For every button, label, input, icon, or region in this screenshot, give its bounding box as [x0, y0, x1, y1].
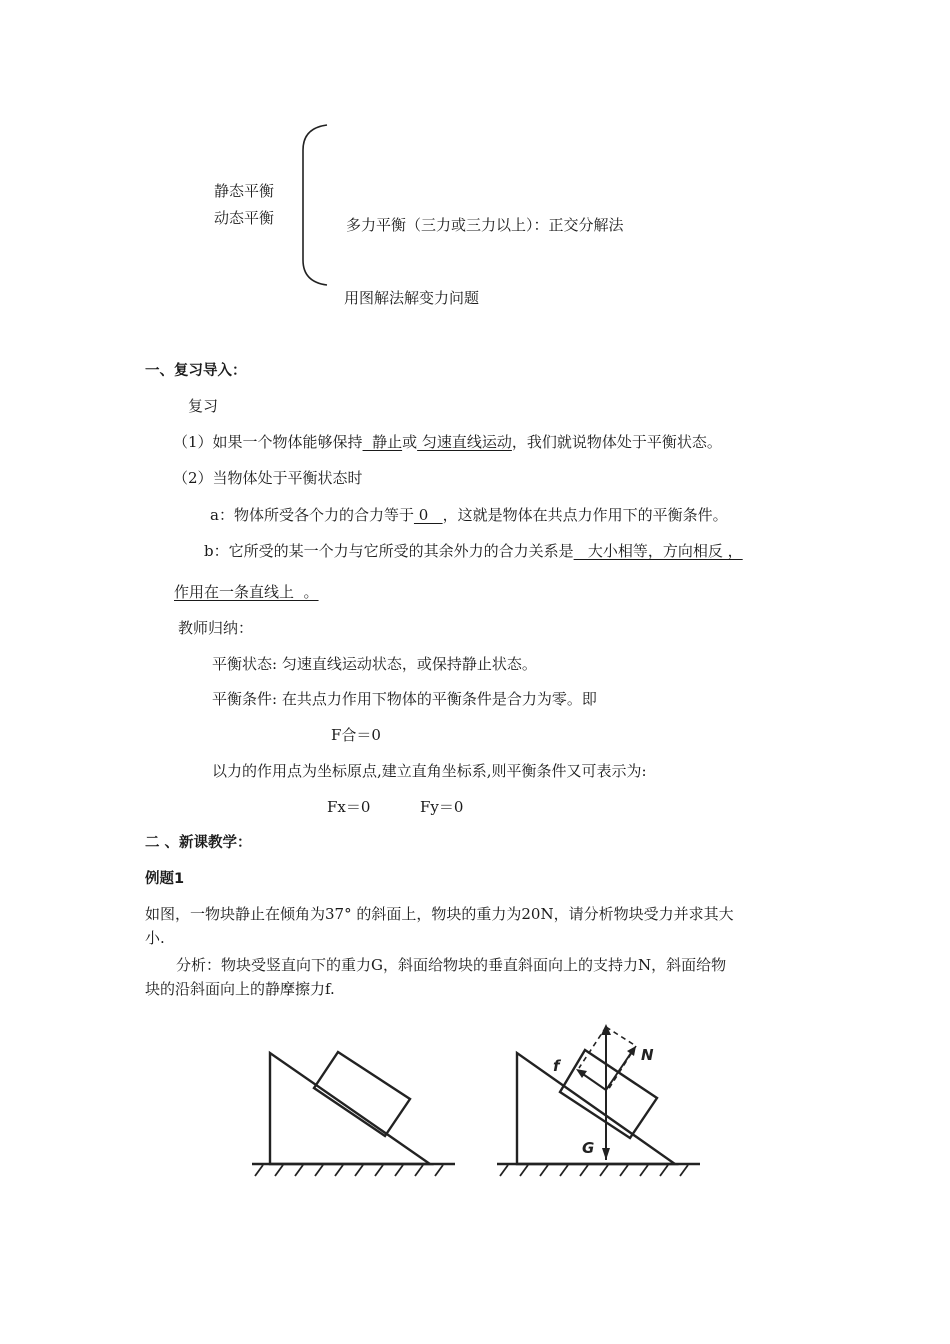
problem-line-1: 如图，一物块静止在倾角为37° 的斜面上，物块的重力为20N，请分析物块受力并求其大 — [145, 905, 734, 923]
q1-mid: 或 — [402, 433, 418, 451]
a-prefix: a：物体所受各个力的合力等于 — [210, 506, 414, 524]
a-blank: 0 — [413, 506, 443, 524]
incline-figure-plain — [245, 1035, 465, 1185]
analysis-line-2: 块的沿斜面向上的静摩擦力f. — [145, 980, 335, 998]
summary-left-static: 静态平衡 — [214, 182, 275, 200]
label-f: f — [553, 1057, 560, 1075]
q1-prefix: （1）如果一个物体能够保持 — [173, 433, 363, 451]
b-prefix: b：它所受的某一个力与它所受的其余外力的合力关系是 — [204, 542, 574, 560]
incline-figure-forces — [490, 1015, 720, 1185]
q1-blank-uniform: 匀速直线运动 — [417, 433, 512, 451]
teacher-summary-label: 教师归纳： — [178, 619, 254, 637]
question-2: （2）当物体处于平衡状态时 — [173, 469, 363, 487]
a-suffix: ，这就是物体在共点力作用下的平衡条件。 — [442, 506, 728, 524]
gravity-arrowhead — [602, 1148, 610, 1160]
summary-brace — [295, 120, 335, 290]
b-blank: 大小相等，方向相反 ， — [573, 542, 743, 560]
summary-right-multi-force: 多力平衡（三力或三力以上）：正交分解法 — [346, 216, 624, 234]
normal-arrow — [606, 1050, 633, 1090]
formula-fy: Fy＝0 — [420, 798, 464, 816]
summary-right-graph-method: 用图解法解变力问题 — [344, 289, 480, 307]
problem-line-2: 小. — [145, 929, 165, 947]
answer-a — [210, 505, 728, 525]
equilibrium-condition: 平衡条件: 在共点力作用下物体的平衡条件是合力为零。即 — [212, 690, 597, 708]
formula-fx: Fx＝0 — [327, 798, 371, 816]
section1-heading: 一、复习导入： — [145, 363, 247, 379]
analysis-line-1: 分析：物块受竖直向下的重力G，斜面给物块的垂直斜面向上的支持力N，斜面给物 — [176, 956, 727, 974]
review-label: 复习 — [188, 397, 219, 415]
section2-heading: 二 、新课教学： — [145, 835, 252, 851]
question-1 — [173, 432, 722, 452]
answer-b-continued: 作用在一条直线上 。 — [174, 583, 319, 601]
q1-blank-static: 静止 — [362, 433, 403, 451]
label-n: N — [641, 1046, 654, 1064]
answer-b — [204, 541, 743, 561]
q1-suffix: ，我们就说物体处于平衡状态。 — [511, 433, 722, 451]
formula-net-force: F合＝0 — [331, 726, 381, 744]
summary-left-dynamic: 动态平衡 — [214, 209, 275, 227]
equilibrium-state: 平衡状态: 匀速直线运动状态，或保持静止状态。 — [212, 655, 537, 673]
example-title: 例题1 — [145, 871, 185, 887]
coordinate-statement: 以力的作用点为坐标原点,建立直角坐标系,则平衡条件又可表示为: — [212, 762, 647, 780]
incline-triangle — [270, 1053, 430, 1164]
label-g: G — [582, 1139, 595, 1157]
